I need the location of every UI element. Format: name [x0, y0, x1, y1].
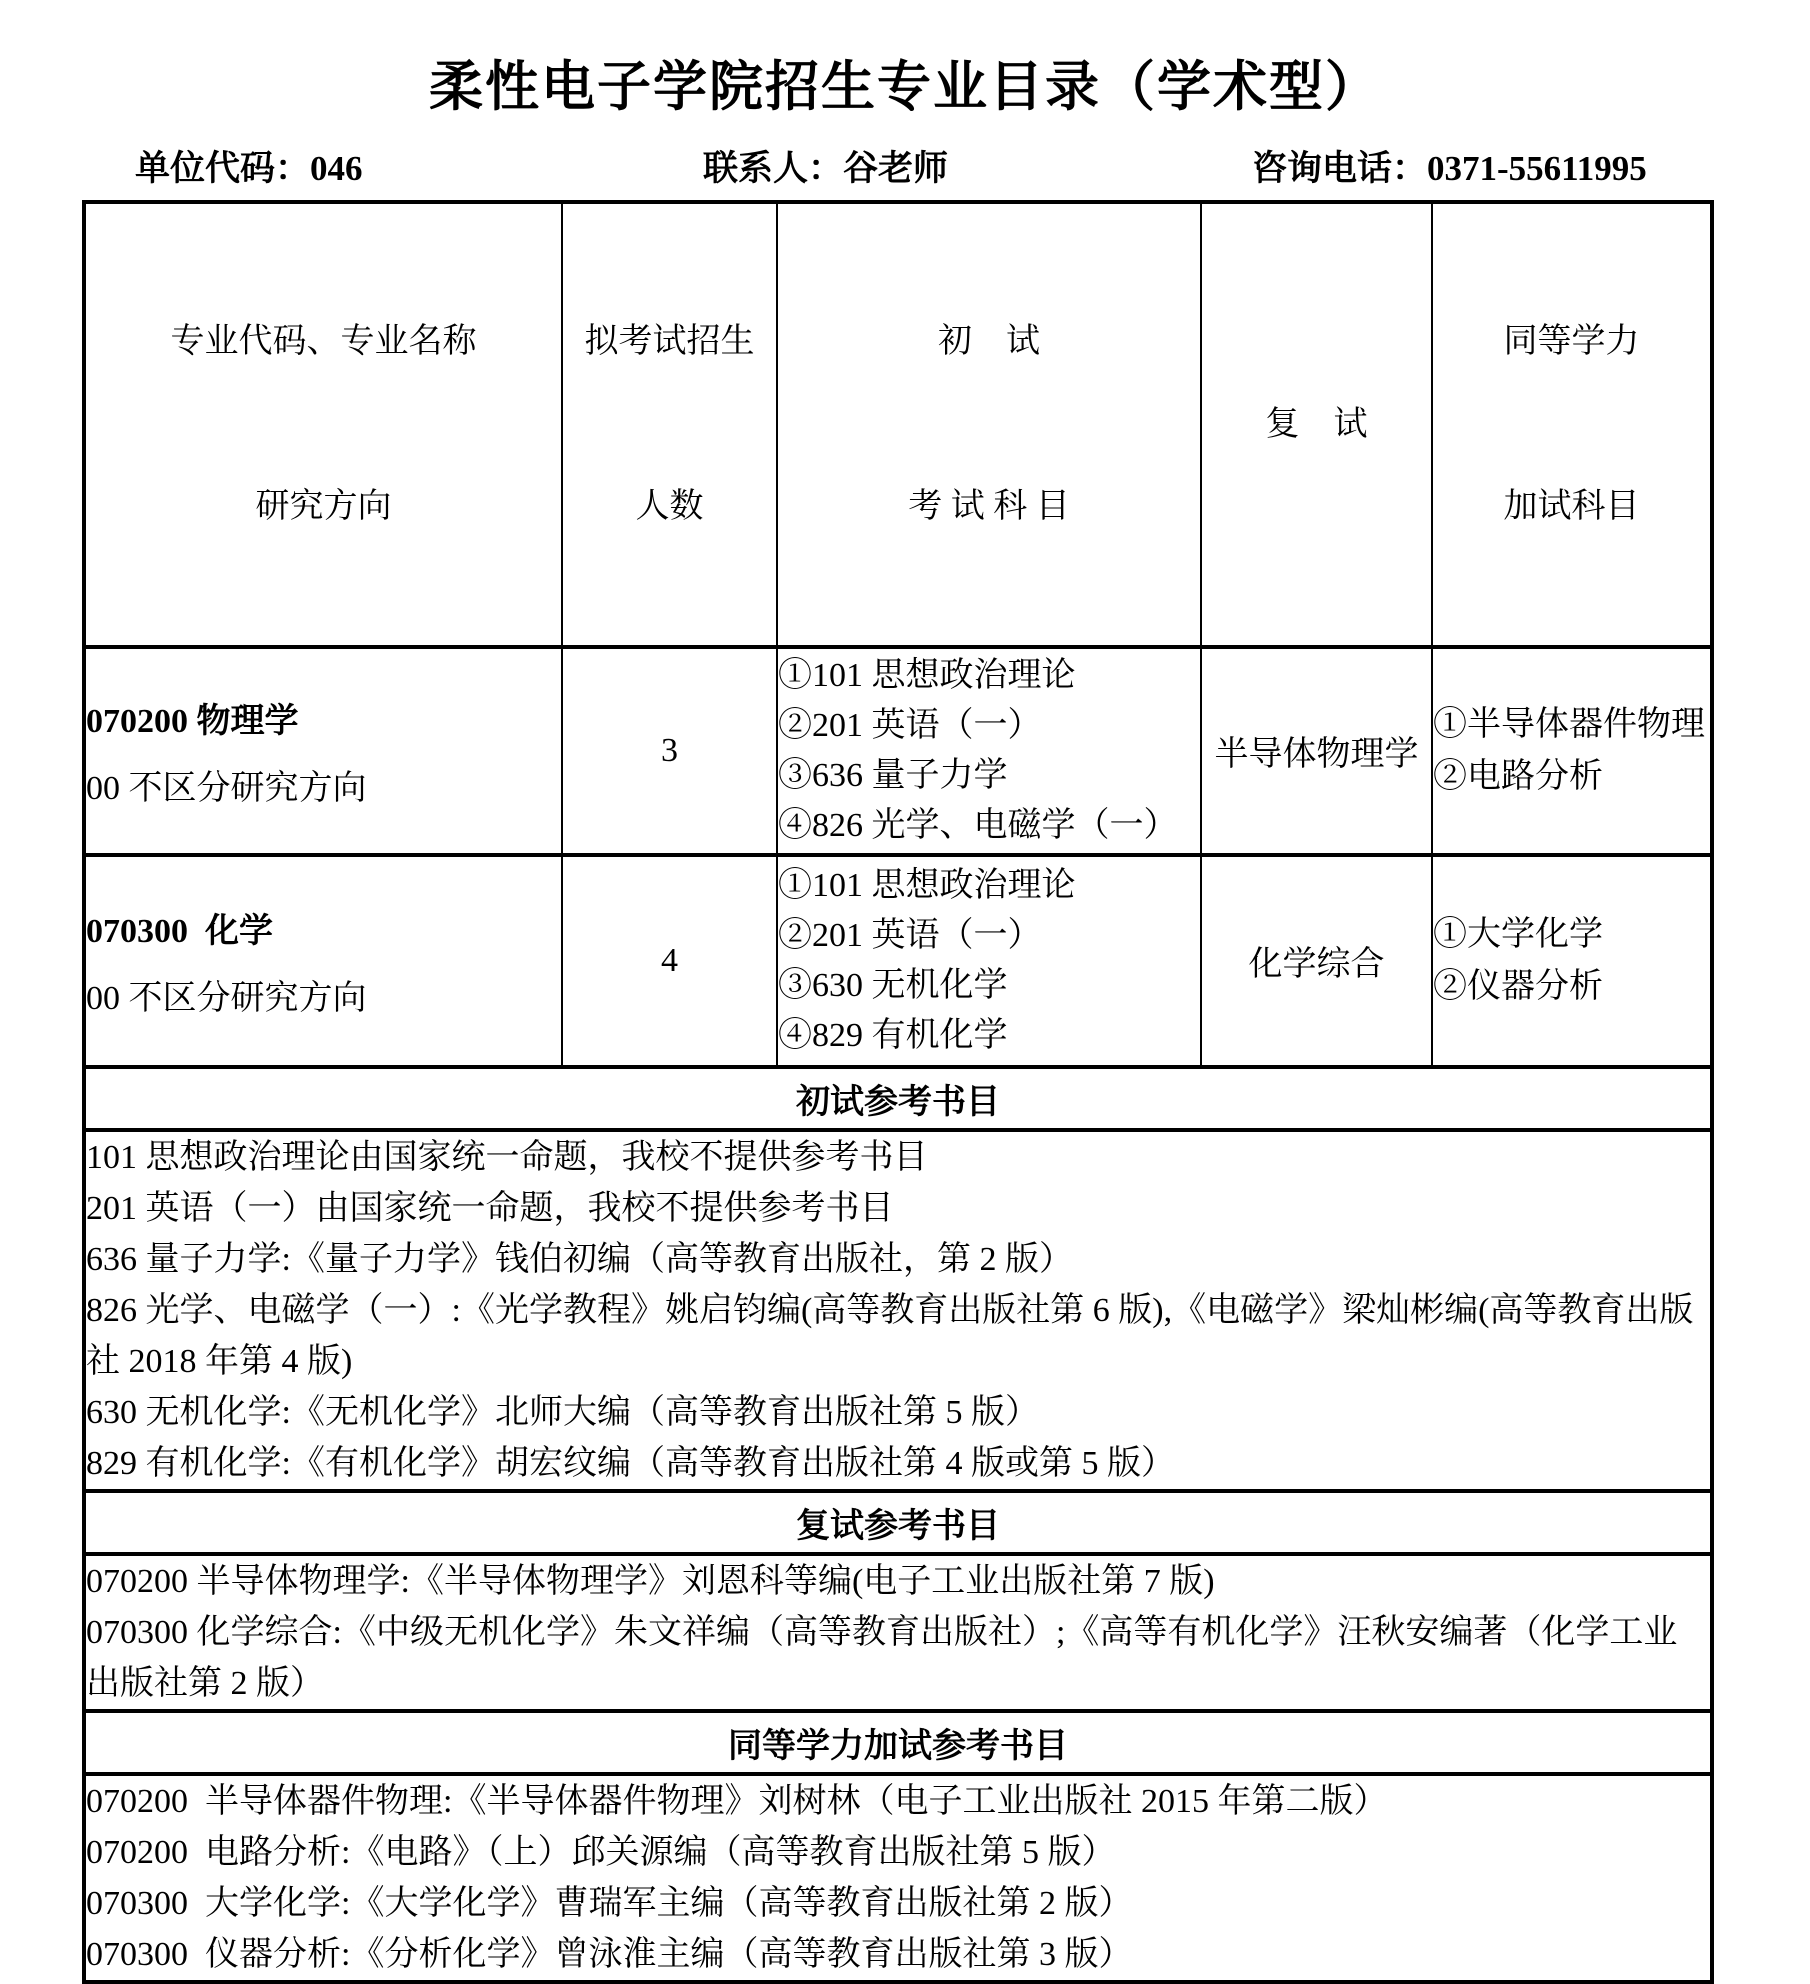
col-header-equivalency — [1432, 202, 1712, 647]
subject-line: ①101 思想政治理论 — [778, 866, 1076, 904]
reference-line: 070200 半导体器件物理:《半导体器件物理》刘树林（电子工业出版社 2015 年第二版） — [86, 1782, 1388, 1820]
subject-line: ④826 光学、电磁学（一） — [778, 806, 1178, 844]
retest-reference-title-row — [84, 1491, 1712, 1554]
retest-reference-body-row — [84, 1554, 1712, 1711]
col-header-major-line1: 专业代码、专业名称 — [170, 323, 477, 361]
admissions-table — [82, 200, 1714, 1984]
table-row-physics — [84, 647, 1712, 855]
research-direction-text: 00 不区分研究方向 — [86, 979, 367, 1017]
reference-line: 070300 大学化学:《大学化学》曹瑞军主编（高等教育出版社第 2 版） — [86, 1884, 1133, 1922]
col-header-major-line2: 研究方向 — [255, 488, 392, 526]
quota-value-physics: 3 — [562, 647, 777, 855]
major-cell-chemistry — [84, 855, 562, 1067]
equivalency-reference-body — [84, 1774, 1712, 1982]
col-header-quota-line2: 人数 — [635, 488, 704, 526]
retest-subject-chemistry: 化学综合 — [1201, 855, 1432, 1067]
equivalency-subjects-physics — [1432, 647, 1712, 855]
subject-line: ②201 英语（一） — [778, 706, 1042, 744]
equivalency-line: ①半导体器件物理 — [1433, 705, 1705, 743]
retest-reference-body — [84, 1554, 1712, 1711]
info-row — [0, 146, 1810, 192]
equivalency-reference-title-row — [84, 1711, 1712, 1774]
unit-code-text: 单位代码：046 — [135, 149, 363, 189]
initial-reference-body-row — [84, 1130, 1712, 1491]
quota-value-chemistry: 4 — [562, 855, 777, 1067]
retest-subject-physics: 半导体物理学 — [1201, 647, 1432, 855]
initial-reference-title: 初试参考书目 — [84, 1067, 1712, 1130]
reference-line: 201 英语（一）由国家统一命题，我校不提供参考书目 — [86, 1189, 894, 1227]
equivalency-reference-title: 同等学力加试参考书目 — [84, 1711, 1712, 1774]
col-header-retest: 复 试 — [1201, 202, 1432, 647]
initial-reference-title-row — [84, 1067, 1712, 1130]
reference-line: 101 思想政治理论由国家统一命题，我校不提供参考书目 — [86, 1138, 928, 1176]
reference-line: 630 无机化学:《无机化学》北师大编（高等教育出版社第 5 版） — [86, 1393, 1039, 1431]
reference-line: 826 光学、电磁学（一）:《光学教程》姚启钧编(高等教育出版社第 6 版),《电磁学》梁灿彬编(高等教育出版社 2018 年第 4 版) — [86, 1291, 1694, 1380]
col-header-equivalency-line2: 加试科目 — [1503, 488, 1640, 526]
subject-line: ③630 无机化学 — [778, 966, 1008, 1004]
reference-line: 829 有机化学:《有机化学》胡宏纹编（高等教育出版社第 4 版或第 5 版） — [86, 1444, 1175, 1482]
initial-reference-body — [84, 1130, 1712, 1491]
research-direction-text: 00 不区分研究方向 — [86, 769, 367, 807]
reference-line: 070200 电路分析:《电路》（上）邱关源编（高等教育出版社第 5 版） — [86, 1833, 1116, 1871]
col-header-quota-line1: 拟考试招生 — [584, 323, 755, 361]
equivalency-subjects-chemistry — [1432, 855, 1712, 1067]
major-cell-physics — [84, 647, 562, 855]
table-row-chemistry — [84, 855, 1712, 1067]
retest-reference-title: 复试参考书目 — [84, 1491, 1712, 1554]
page-title: 柔性电子学院招生专业目录（学术型） — [429, 57, 1381, 117]
reference-line: 636 量子力学:《量子力学》钱伯初编（高等教育出版社，第 2 版） — [86, 1240, 1073, 1278]
initial-subjects-physics — [777, 647, 1201, 855]
reference-line: 070300 仪器分析:《分析化学》曾泳淮主编（高等教育出版社第 3 版） — [86, 1935, 1133, 1973]
col-header-major — [84, 202, 562, 647]
subject-line: ③636 量子力学 — [778, 756, 1008, 794]
col-header-quota — [562, 202, 777, 647]
col-header-equivalency-line1: 同等学力 — [1503, 323, 1640, 361]
col-header-initial-exam — [777, 202, 1201, 647]
subject-line: ②201 英语（一） — [778, 916, 1042, 954]
col-header-initial-line1: 初 试 — [938, 323, 1040, 361]
equivalency-line: ①大学化学 — [1433, 915, 1603, 953]
table-header-row — [84, 202, 1712, 647]
equivalency-line: ②电路分析 — [1433, 757, 1603, 795]
phone-number-text: 咨询电话：0371-55611995 — [1252, 149, 1647, 189]
subject-line: ①101 思想政治理论 — [778, 656, 1076, 694]
contact-person-text: 联系人：谷老师 — [703, 149, 949, 189]
initial-subjects-chemistry — [777, 855, 1201, 1067]
subject-line: ④829 有机化学 — [778, 1016, 1008, 1054]
major-code-text: 070200 物理学 — [86, 702, 299, 740]
reference-line: 070200 半导体物理学:《半导体物理学》刘恩科等编(电子工业出版社第 7 版) — [86, 1562, 1215, 1600]
equivalency-line: ②仪器分析 — [1433, 967, 1603, 1005]
major-code-text: 070300 化学 — [86, 912, 273, 950]
col-header-initial-line2: 考 试 科 目 — [908, 488, 1070, 526]
equivalency-reference-body-row — [84, 1774, 1712, 1982]
reference-line: 070300 化学综合:《中级无机化学》朱文祥编（高等教育出版社）;《高等有机化学》汪秋安编著（化学工业出版社第 2 版） — [86, 1613, 1678, 1702]
